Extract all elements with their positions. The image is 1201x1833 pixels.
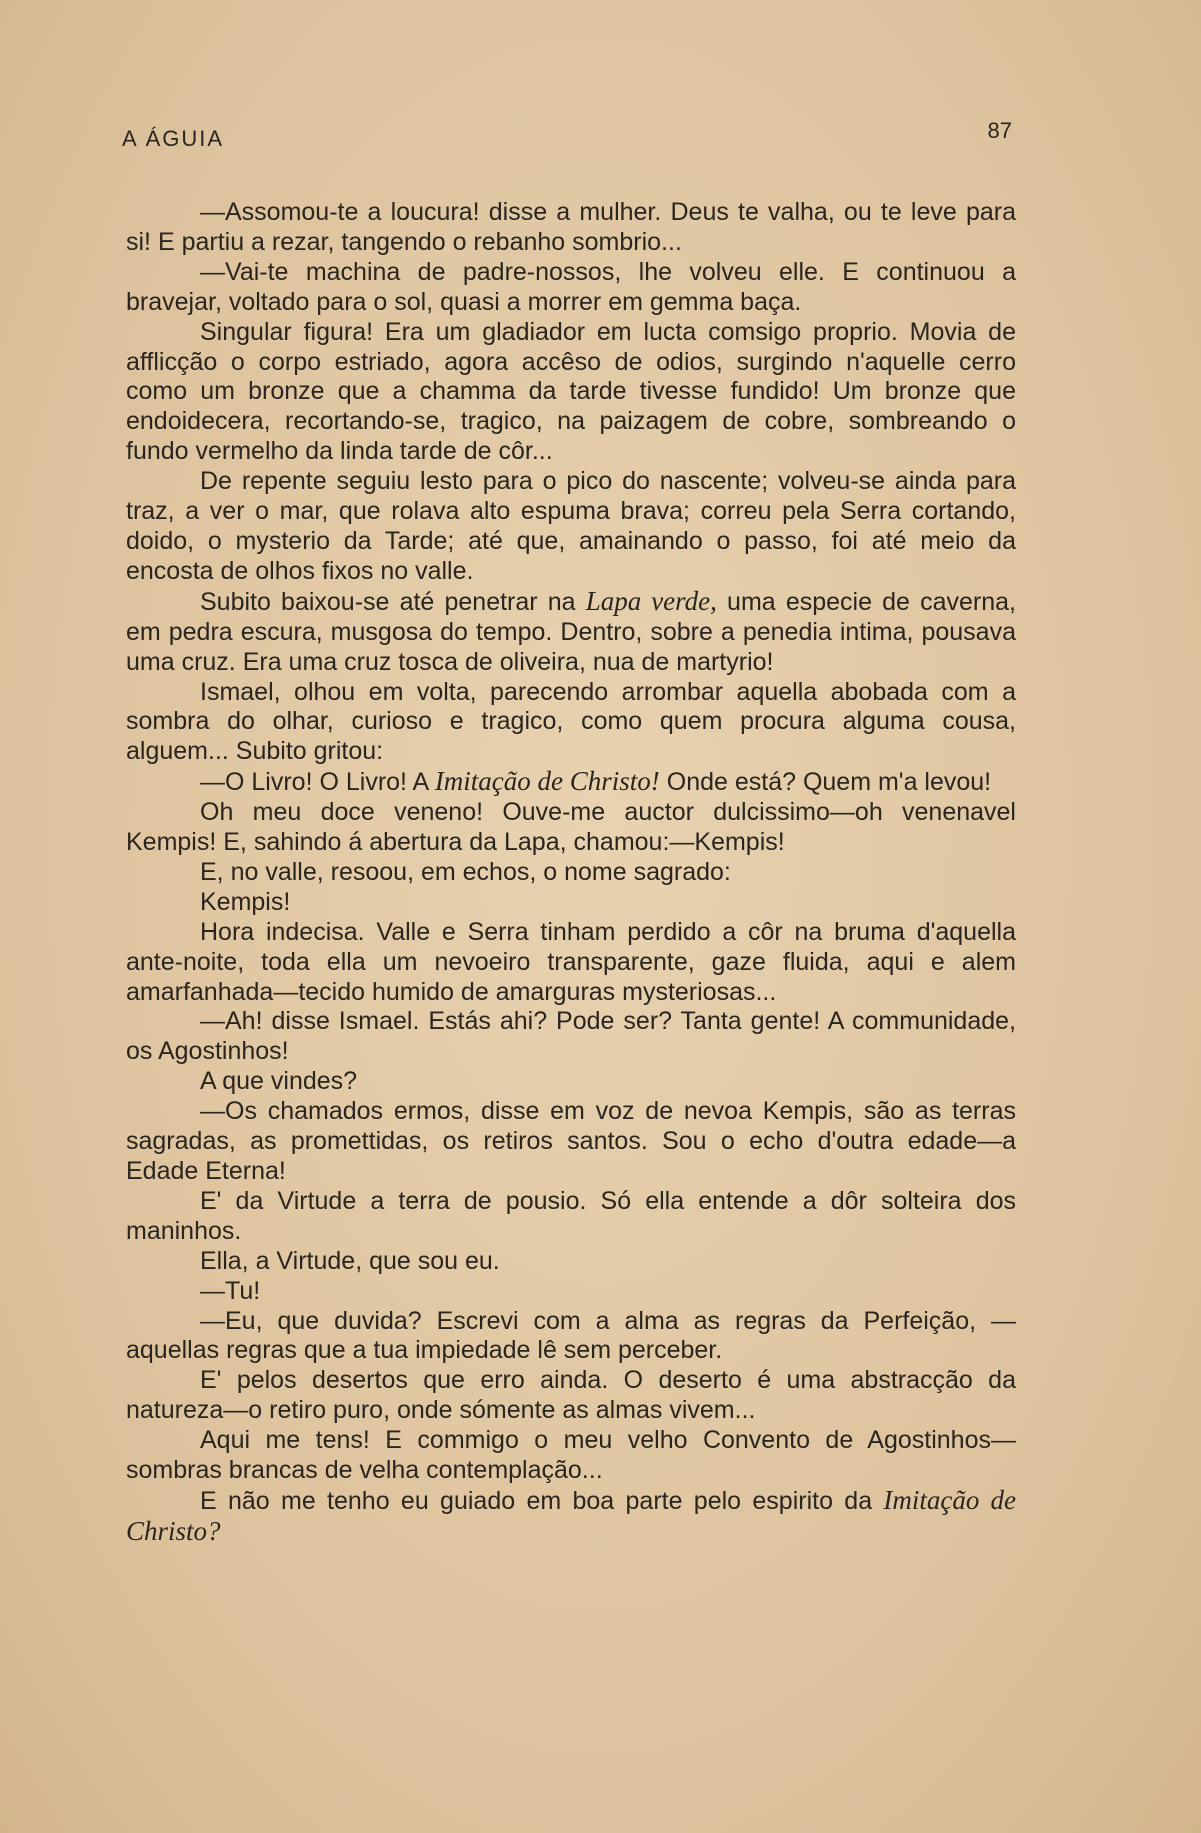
italic-text: Imitação de Christo? [126, 1484, 1017, 1546]
text-segment: E' pelos desertos que erro ainda. O deserto é uma abstracção da natureza—o retiro puro, onde sómente as almas vivem... [126, 1366, 1016, 1425]
text-segment: Hora indecisa. Valle e Serra tinham perdido a côr na bruma d'aquella ante-noite, toda ella um nevoeiro transparente, gaze fluida, aqui e alem amarfanhada—tecido humido de amarguras mysteriosas... [126, 917, 1016, 1006]
paragraph [126, 198, 1016, 258]
text-segment: A que vindes? [200, 1067, 358, 1096]
paragraph [126, 858, 1016, 888]
text-segment: —Ah! disse Ismael. Estás ahi? Pode ser? Tanta gente! A communidade, os Agostinhos! [126, 1007, 1016, 1066]
text-segment: E, no valle, resoou, em echos, o nome sagrado: [200, 857, 731, 886]
text-segment: —Eu, que duvida? Escrevi com a alma as regras da Perfeição, —aquellas regras que a tua impiedade lê sem perceber. [126, 1306, 1016, 1365]
paragraph [126, 1097, 1016, 1187]
text-segment: E não me tenho eu guiado em boa parte pelo espirito da [200, 1486, 884, 1515]
paragraph [126, 767, 1016, 798]
paragraph [126, 1067, 1016, 1097]
text-segment: —Os chamados ermos, disse em voz de nevoa Kempis, são as terras sagradas, as promettidas, os retiros santos. Sou o echo d'outra edade—a Edade Eterna! [126, 1097, 1016, 1185]
text-segment: uma especie de caverna, em pedra escura, musgosa do tempo. Dentro, sobre a penedia intima, pousava uma cruz. Era uma cruz tosca de oliveira, nua de martyrio! [126, 587, 1016, 676]
text-segment: Subito baixou-se até penetrar na [200, 587, 586, 616]
paragraph [126, 1277, 1016, 1307]
paragraph [126, 888, 1016, 918]
text-segment: Singular figura! Era um gladiador em lucta comsigo proprio. Movia de afflicção o corpo estriado, agora accêso de odios, surgindo n'aquelle cerro como um bronze que a chamma da tarde tivesse fundido! Um bronze que endoidecera, recortando-se, tragico, na paizagem de cobre, sombreando o fundo vermelho da linda tarde de côr... [126, 317, 1016, 466]
paragraph [126, 918, 1016, 1008]
text-segment: —Tu! [200, 1276, 261, 1305]
page-header [122, 118, 1012, 158]
running-title: A ÁGUIA [122, 126, 225, 151]
paragraph [126, 1247, 1016, 1277]
text-segment: —O Livro! O Livro! A [200, 768, 435, 797]
text-segment: E' da Virtude a terra de pousio. Só ella entende a dôr solteira dos maninhos. [126, 1186, 1016, 1245]
paragraph [126, 678, 1016, 768]
text-segment: —Vai-te machina de padre-nossos, lhe volveu elle. E continuou a bravejar, voltado para o sol, quasi a morrer em gemma baça. [126, 257, 1016, 316]
paragraph [126, 1486, 1016, 1548]
paragraph [126, 1426, 1016, 1486]
text-segment: Kempis! [200, 887, 291, 916]
text-segment: Onde está? Quem m'a levou! [659, 768, 992, 797]
paragraph [126, 467, 1016, 587]
text-segment: Oh meu doce veneno! Ouve-me auctor dulcissimo—oh venenavel Kempis! E, sahindo á abertura da Lapa, chamou:—Kempis! [126, 798, 1016, 857]
paragraph [126, 318, 1016, 468]
page-number: 87 [987, 118, 1012, 143]
text-segment: Aqui me tens! E commigo o meu velho Convento de Agostinhos—sombras brancas de velha contemplação... [126, 1426, 1016, 1485]
paragraph [126, 587, 1016, 678]
paragraph [126, 1366, 1016, 1426]
text-segment: Ella, a Virtude, que sou eu. [200, 1246, 500, 1275]
body-text [126, 198, 1016, 1548]
text-segment: De repente seguiu lesto para o pico do nascente; volveu-se ainda para traz, a ver o mar, que rolava alto espuma brava; correu pela Serra cortando, doido, o mysterio da Tarde; até que, amainando o passo, foi até meio da encosta de olhos fixos no valle. [126, 467, 1016, 585]
paragraph [126, 1307, 1016, 1367]
paragraph [126, 1007, 1016, 1067]
italic-text: Lapa verde, [585, 585, 717, 616]
text-segment: Ismael, olhou em volta, parecendo arrombar aquella abobada com a sombra do olhar, curioso e tragico, como quem procura alguma cousa, alguem... Subito gritou: [126, 677, 1016, 766]
italic-text: Imitação de Christo! [434, 766, 660, 797]
paragraph [126, 1187, 1016, 1247]
text-segment: —Assomou-te a loucura! disse a mulher. Deus te valha, ou te leve para si! E partiu a rezar, tangendo o rebanho sombrio... [126, 198, 1016, 256]
paragraph [126, 798, 1016, 858]
paragraph [126, 258, 1016, 318]
